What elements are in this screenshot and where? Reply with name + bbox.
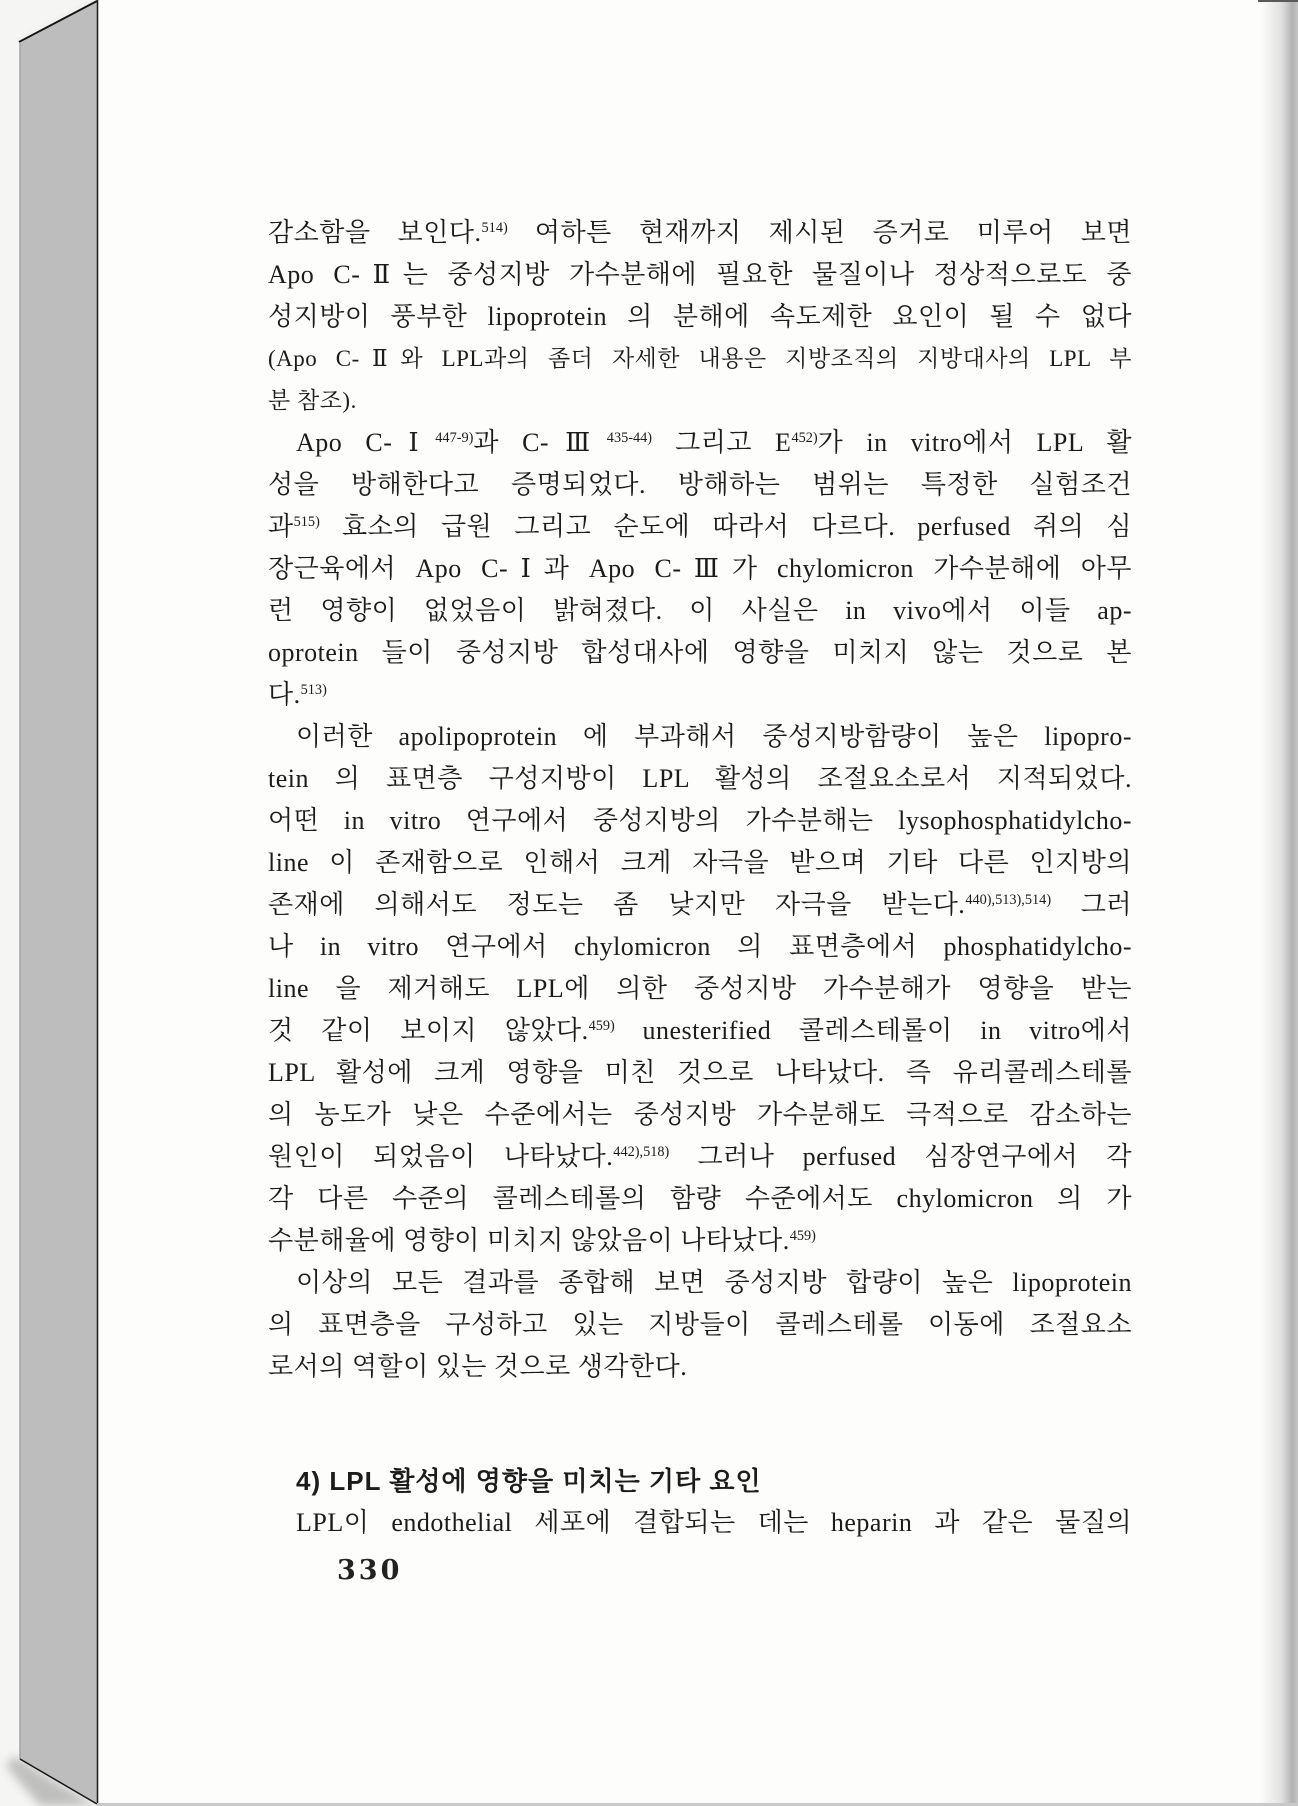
text-line: LPL 활성에 크게 영향을 미친 것으로 나타났다. 즉 유리콜레스테롤: [268, 1058, 1132, 1087]
text-line: 과$^{515)}$ 효소의 급원 그리고 순도에 따라서 다르다. perfused 쥐의 심: [268, 512, 1132, 541]
text-line: 분 참조).: [268, 388, 357, 413]
page-number: 330: [337, 1555, 403, 1586]
text-line: 다.$^{513)}$: [268, 680, 327, 709]
reference-superscript: 440),513),514): [965, 892, 1052, 908]
text-line: Apo C-Ⅰ$^{447-9)}$과 C-Ⅲ$^{435-44)}$ 그리고 $E^{452)}$가 in vitro에서 LPL 활: [296, 428, 1132, 457]
text-line: 수분해율에 영향이 미치지 않았음이 나타났다.$^{459)}$: [268, 1226, 816, 1255]
text-line: tein 의 표면층 구성지방이 LPL 활성의 조절요소로서 지적되었다.: [268, 764, 1132, 793]
text-line: 감소함을 보인다.$^{514)}$ 여하튼 현재까지 제시된 증거로 미루어 보면: [268, 218, 1132, 247]
text-line: 원인이 되었음이 나타났다.$^{442),518)}$ 그러나 perfused 심장연구에서 각: [268, 1142, 1132, 1171]
text-line: 어떤 in vitro 연구에서 중성지방의 가수분해는 lysophosphatidylcho-: [268, 806, 1132, 835]
text-line: 런 영향이 없었음이 밝혀졌다. 이 사실은 in vivo에서 이들 ap-: [268, 596, 1132, 625]
reference-superscript: 515): [293, 514, 320, 530]
reference-superscript: 459): [588, 1018, 615, 1034]
reference-superscript: 452): [791, 430, 818, 446]
text-line: 의 표면층을 구성하고 있는 지방들이 콜레스테롤 이동에 조절요소: [268, 1310, 1132, 1339]
text-line: 각 다른 수준의 콜레스테롤의 함량 수준에서도 chylomicron 의 가: [268, 1184, 1132, 1213]
text-line: 성을 방해한다고 증명되었다. 방해하는 범위는 특정한 실험조건: [268, 470, 1132, 499]
text-line: 성지방이 풍부한 lipoprotein 의 분해에 속도제한 요인이 될 수 없다: [268, 302, 1132, 331]
reference-superscript: 514): [481, 220, 508, 236]
text-line: 장근육에서 Apo C-Ⅰ과 Apo C-Ⅲ가 chylomicron 가수분해에 아무: [268, 554, 1132, 583]
text-line: 나 in vitro 연구에서 chylomicron 의 표면층에서 phosphatidylcho-: [268, 932, 1132, 961]
page-edge-left: [20, 2, 97, 1804]
text-line: 이상의 모든 결과를 종합해 보면 중성지방 합량이 높은 lipoprotein: [296, 1268, 1132, 1297]
reference-superscript: 447-9): [435, 430, 474, 446]
text-line: 의 농도가 낮은 수준에서는 중성지방 가수분해도 극적으로 감소하는: [268, 1100, 1132, 1129]
reference-superscript: 435-44): [606, 430, 653, 446]
page-edge-right-shade: [1260, 0, 1298, 1804]
text-line: line 이 존재함으로 인해서 크게 자극을 받으며 기타 다른 인지방의: [268, 848, 1132, 877]
text-line: 로서의 역할이 있는 것으로 생각한다.: [268, 1352, 688, 1381]
text-line: oprotein 들이 중성지방 합성대사에 영향을 미치지 않는 것으로 본: [268, 638, 1132, 667]
reference-superscript: 459): [789, 1228, 816, 1244]
text-line: (Apo C-Ⅱ와 LPL과의 좀더 자세한 내용은 지방조직의 지방대사의 LPL 부: [268, 346, 1132, 371]
reference-superscript: 513): [300, 682, 327, 698]
text-line: LPL이 endothelial 세포에 결합되는 데는 heparin 과 같은 물질의: [296, 1508, 1132, 1537]
section-heading: 4) LPL 활성에 영향을 미치는 기타 요인: [296, 1466, 762, 1496]
text-line: line 을 제거해도 LPL에 의한 중성지방 가수분해가 영향을 받는: [268, 974, 1132, 1003]
text-line: 존재에 의해서도 정도는 좀 낮지만 자극을 받는다.$^{440),513),514)}$ 그러: [268, 890, 1132, 919]
text-line: 이러한 apolipoprotein 에 부과해서 중성지방함량이 높은 lipopro-: [296, 722, 1132, 751]
text-line: Apo C-Ⅱ는 중성지방 가수분해에 필요한 물질이나 정상적으로도 중: [268, 260, 1132, 289]
reference-superscript: 442),518): [613, 1144, 670, 1160]
text-line: 것 같이 보이지 않았다.$^{459)}$ unesterified 콜레스테롤이 in vitro에서: [268, 1016, 1132, 1045]
body-text-column: [268, 212, 1132, 1544]
